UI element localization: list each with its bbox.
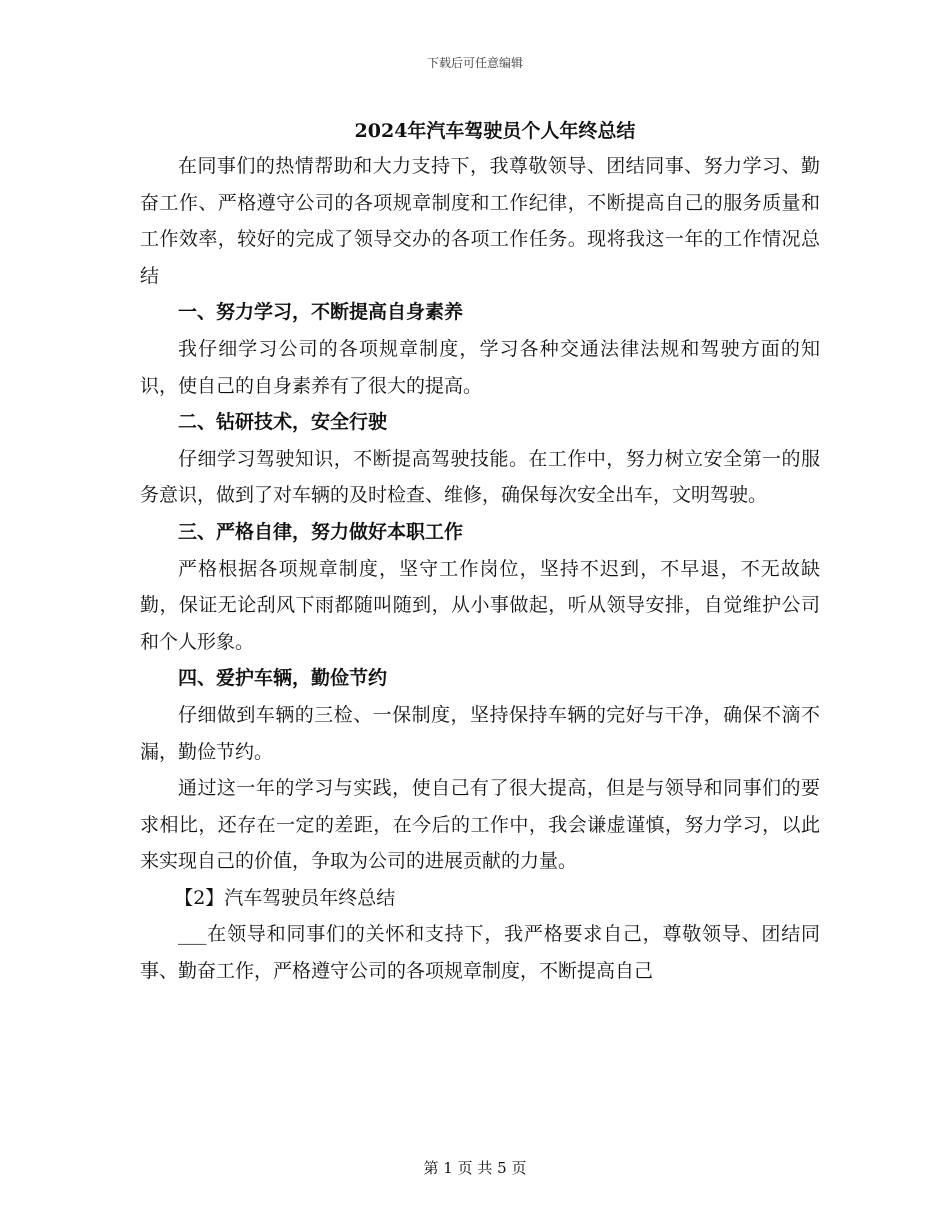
section-heading-3: 三、严格自律，努力做好本职工作 (178, 520, 464, 543)
section-body-3: 严格根据各项规章制度，坚守工作岗位，坚持不迟到，不早退，不无故缺勤，保证无论刮风下雨都随叫随到，从小事做起，听从领导安排，自觉维护公司和个人形象。 (140, 557, 820, 653)
section-body-4: 仔细做到车辆的三检、一保制度，坚持保持车辆的完好与干净，确保不滴不漏，勤俭节约。 (140, 703, 820, 763)
section-body-2: 仔细学习驾驶知识，不断提高驾驶技能。在工作中，努力树立安全第一的服务意识，做到了对车辆的及时检查、维修，确保每次安全出车，文明驾驶。 (140, 447, 820, 507)
section-heading-2: 二、钻研技术，安全行驶 (178, 411, 388, 434)
document-body (140, 148, 820, 990)
section-heading-1: 一、努力学习，不断提高自身素养 (178, 301, 464, 324)
section-body-1: 我仔细学习公司的各项规章制度，学习各种交通法律法规和驾驶方面的知识，使自己的自身素养有了很大的提高。 (140, 337, 820, 397)
second-summary-intro: ___在领导和同事们的关怀和支持下，我严格要求自己，尊敬领导、团结同事、勤奋工作，严格遵守公司的各项规章制度，不断提高自己 (140, 923, 820, 983)
document-title: 2024年汽车驾驶员个人年终总结 (354, 120, 636, 142)
conclusion-paragraph: 通过这一年的学习与实践，使自己有了很大提高，但是与领导和同事们的要求相比，还存在一定的差距，在今后的工作中，我会谦虚谨慎，努力学习，以此来实现自己的价值，争取为公司的进展贡献的力量。 (140, 777, 820, 873)
intro-paragraph: 在同事们的热情帮助和大力支持下，我尊敬领导、团结同事、努力学习、勤奋工作、严格遵守公司的各项规章制度和工作纪律，不断提高自己的服务质量和工作效率，较好的完成了领导交办的各项工作任务。现将我这一年的工作情况总结 (140, 155, 820, 287)
header-note: 下载后可任意编辑 (426, 56, 523, 70)
second-summary-title: 【2】汽车驾驶员年终总结 (174, 886, 396, 909)
section-heading-4: 四、爱护车辆，勤俭节约 (178, 667, 388, 690)
page-footer: 第 1 页 共 5 页 (423, 1159, 527, 1177)
